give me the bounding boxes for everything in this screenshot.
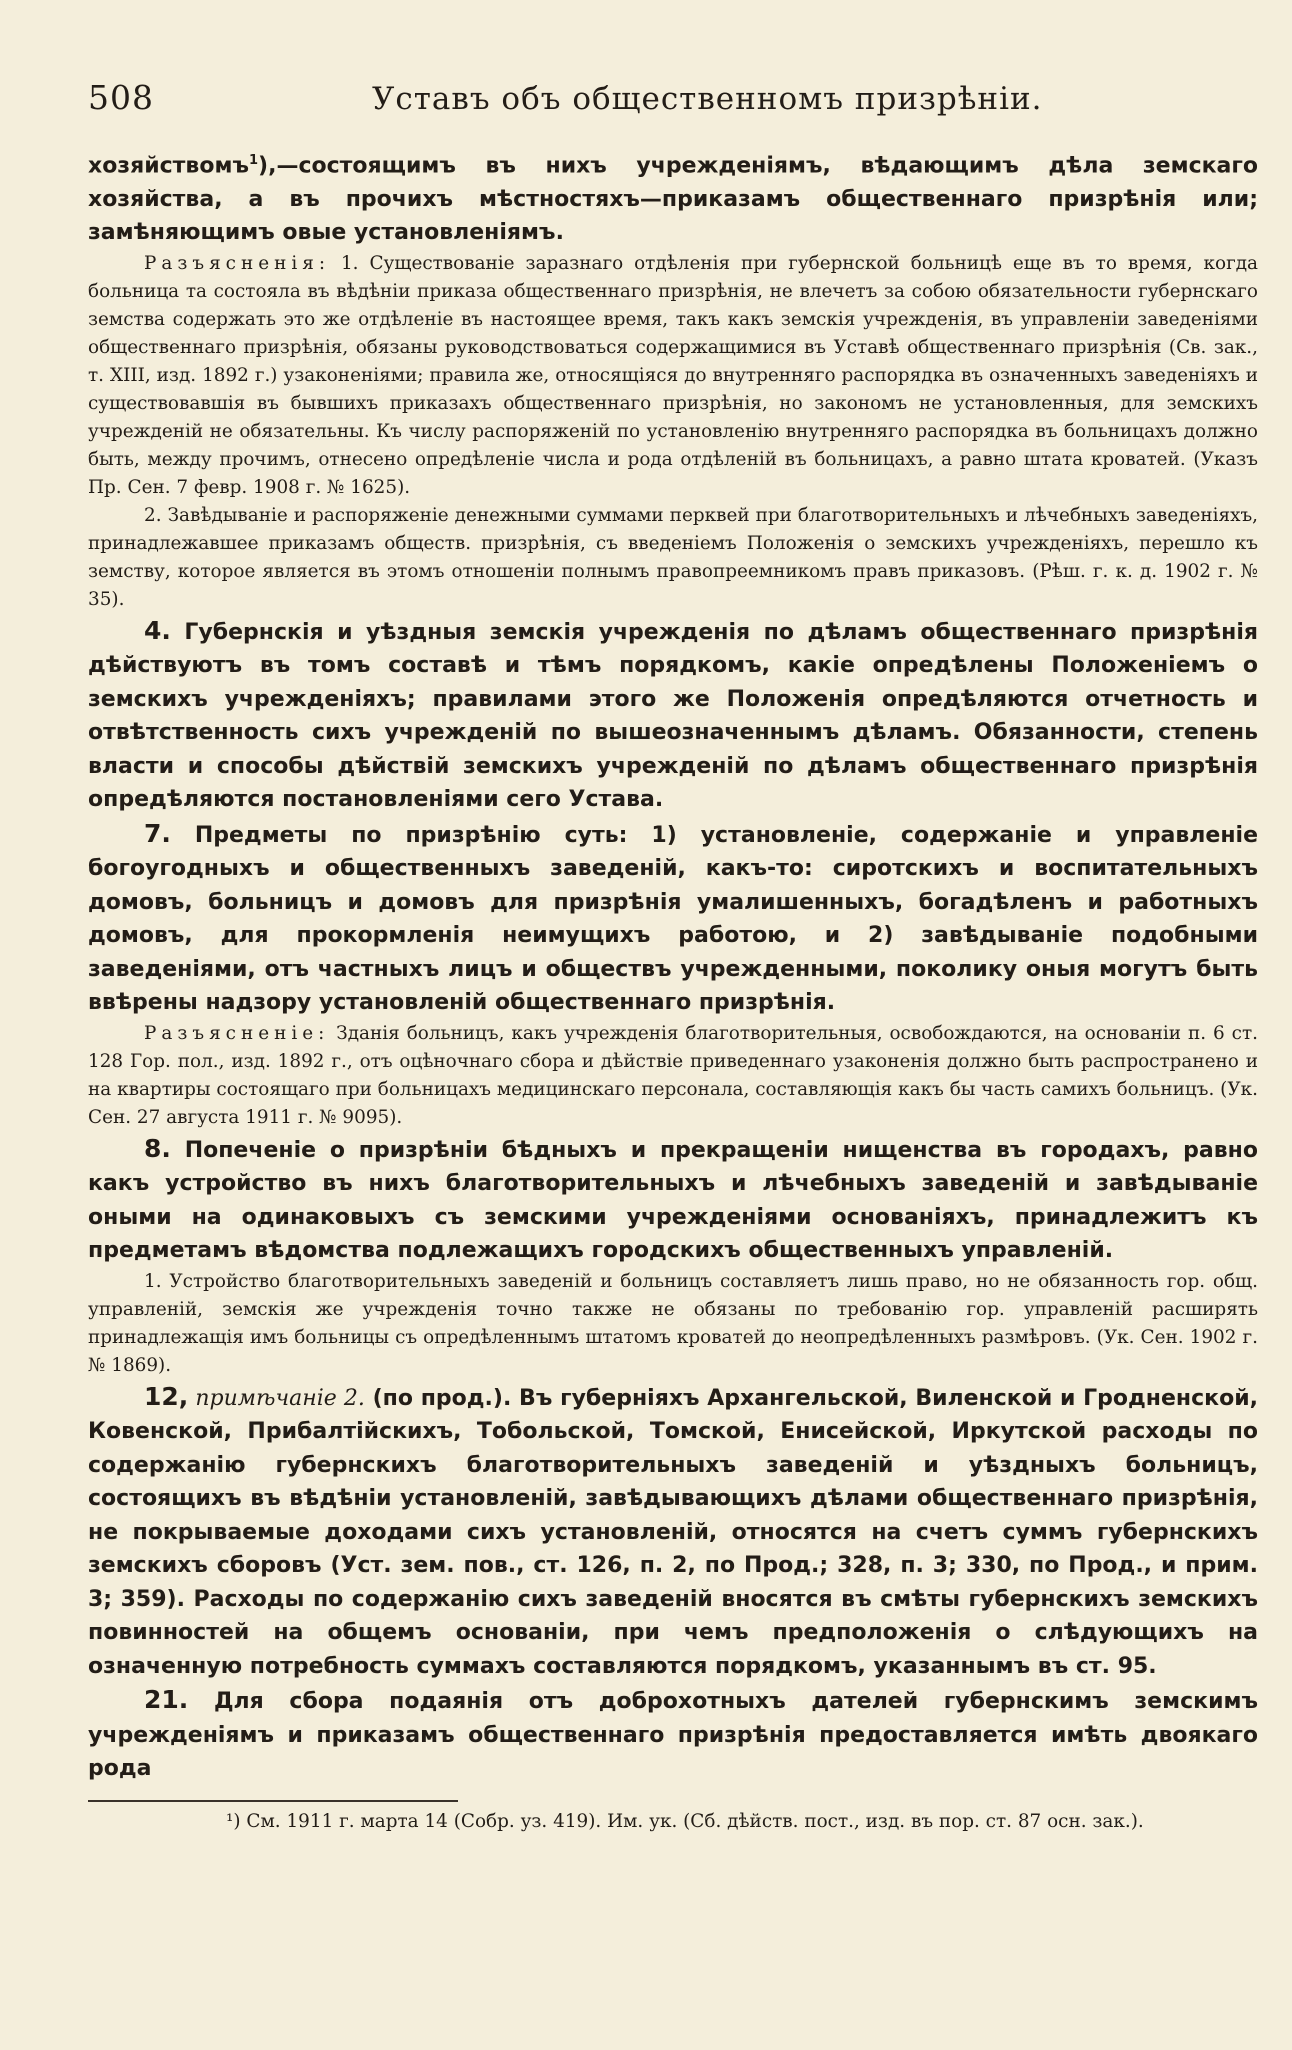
article-text: Для сбора подаянія отъ доброхотныхъ дателей губернскимъ земскимъ учрежденіямъ и приказамъ общественнаго призрѣнія предоставляется имѣть двоякаго рода xyxy=(88,1689,1258,1782)
continuation-text-b: ),—состоящимъ въ нихъ учрежденіямъ, вѣдающимъ дѣла земскаго хозяйства, а въ прочихъ мѣстностяхъ—приказамъ общественнаго призрѣнія или; замѣняющимъ овые установленіямъ. xyxy=(88,153,1258,246)
article-number: 4. xyxy=(144,615,171,645)
clarification-1 xyxy=(88,250,1258,502)
paragraph-continuation xyxy=(88,144,1258,250)
clarification-2: 2. Завѣдываніе и распоряженіе денежными суммами перквей при благотворительныхъ и лѣчебныхъ заведеніяхъ, принадлежавшее приказамъ обществ. призрѣнія, съ введеніемъ Положенія о земскихъ учрежденіяхъ, перешло къ земству, которое является въ этомъ отношеніи полнымъ правопреемникомъ правъ приказовъ. (Рѣш. г. к. д. 1902 г. № 35). xyxy=(88,504,1258,610)
running-title: Уставъ объ общественномъ призрѣніи. xyxy=(372,81,1043,117)
clarification-4: 1. Устройство благотворительныхъ заведеній и больницъ составляетъ лишь право, но не обязанность гор. общ. управленій, земскія же учрежденія точно также не обязаны по требованію гор. управленій расширять принадлежащія имъ больницы съ опредѣленнымъ штатомъ кроватей до неопредѣленныхъ размѣровъ. (Ук. Сен. 1902 г. № 1869). xyxy=(88,1270,1258,1376)
clarification-label: Разъясненія: xyxy=(144,252,331,274)
footnote-ref: 1 xyxy=(248,153,259,168)
article-number: 7. xyxy=(144,818,171,848)
article-8 xyxy=(88,1132,1258,1268)
clarification-label: Разъясненіе: xyxy=(144,1022,330,1044)
continuation-text-a: хозяйствомъ xyxy=(88,153,249,179)
footnote-rule xyxy=(88,1800,458,1802)
footnote-text: См. 1911 г. марта 14 (Собр. уз. 419). Им. ук. (Сб. дѣйств. пост., изд. въ пор. ст. 87 осн. зак.). xyxy=(240,1810,1144,1832)
article-number: 21. xyxy=(144,1685,189,1715)
article-note-label: примѣчаніе 2. xyxy=(188,1385,365,1411)
article-text: Предметы по призрѣнію суть: 1) установленіе, содержаніе и управленіе богоугодныхъ и общественныхъ заведеній, какъ-то: сиротскихъ и воспитательныхъ домовъ, больницъ и домовъ для призрѣнія умалишенныхъ, богадѣленъ и работныхъ домовъ, для прокормленія неимущихъ работою, и 2) завѣдываніе подобными заведеніями, отъ частныхъ лицъ и обществъ учрежденными, поколику оныя могутъ быть ввѣрены надзору установленій общественнаго призрѣнія. xyxy=(88,822,1258,1016)
article-text: (по прод.). Въ губерніяхъ Архангельской, Виленской и Гродненской, Ковенской, Прибалтійскихъ, Тобольской, Томской, Енисейской, Иркутской расходы по содержанію губернскихъ благотворительныхъ заведеній и уѣздныхъ больницъ, состоящихъ въ вѣдѣніи установленій, завѣдывающихъ дѣлами общественнаго призрѣнія, не покрываемые доходами сихъ установленій, относятся на счетъ суммъ губернскихъ земскихъ сборовъ (Уст. зем. пов., ст. 126, п. 2, по Прод.; 328, п. 3; 330, по Прод., и прим. 3; 359). Расходы по содержанію сихъ заведеній вносятся въ смѣты губернскихъ земскихъ повинностей на общемъ основаніи, при чемъ предположенія о слѣдующихъ на означенную потребность суммахъ составляются порядкомъ, указаннымъ въ ст. 95. xyxy=(88,1385,1258,1679)
article-number: 8. xyxy=(144,1133,171,1163)
article-4 xyxy=(88,614,1258,817)
footnote xyxy=(88,1808,1258,1836)
article-21 xyxy=(88,1683,1258,1786)
footnote-mark: ¹) xyxy=(226,1810,241,1832)
article-text: Попеченіе о призрѣніи бѣдныхъ и прекращеніи нищенства въ городахъ, равно какъ устройство въ нихъ благотворительныхъ и лѣчебныхъ заведеній и завѣдываніе оными на одинаковыхъ съ земскими учрежденіями основаніяхъ, принадлежитъ къ предметамъ вѣдомства подлежащихъ городскихъ общественныхъ управленій. xyxy=(88,1137,1258,1264)
article-7 xyxy=(88,817,1258,1020)
article-12 xyxy=(88,1380,1258,1684)
clarification-text: Зданія больницъ, какъ учрежденія благотворительныя, освобождаются, на основаніи п. 6 ст. 128 Гор. пол., изд. 1892 г., отъ оцѣночнаго сбора и дѣйствіе приведеннаго узаконенія должно быть распространено и на квартиры состоящаго при больницахъ медицинскаго персонала, составляющія какъ бы часть самихъ больницъ. (Ук. Сен. 27 августа 1911 г. № 9095). xyxy=(88,1022,1258,1128)
article-number: 12, xyxy=(144,1381,189,1411)
clarification-text: 1. Существованіе заразнаго отдѣленія при губернской больницѣ еще въ то время, когда больница та состояла въ вѣдѣніи приказа общественнаго призрѣнія, не влечетъ за собою обязательности губернскаго земства содержать это же отдѣленіе въ настоящее время, такъ какъ земскія учрежденія, въ управленіи заведеніями общественнаго призрѣнія, обязаны руководствоваться содержащимися въ Уставѣ общественнаго призрѣнія (Св. зак., т. XIII, изд. 1892 г.) узаконеніями; правила же, относящіяся до внутренняго распорядка въ означенныхъ заведеніяхъ и существовавшія въ бывшихъ приказахъ общественнаго призрѣнія, но закономъ не установленныя, для земскихъ учрежденій не обязательны. Къ числу распоряженій по установленію внутренняго распорядка въ больницахъ должно быть, между прочимъ, отнесено опредѣленіе числа и рода отдѣленій въ больницахъ, а равно штата кроватей. (Указъ Пр. Сен. 7 февр. 1908 г. № 1625). xyxy=(88,252,1258,498)
page-number: 508 xyxy=(88,78,154,117)
clarification-3 xyxy=(88,1020,1258,1132)
article-text: Губернскія и уѣздныя земскія учрежденія по дѣламъ общественнаго призрѣнія дѣйствуютъ въ томъ составѣ и тѣмъ порядкомъ, какіе опредѣлены Положеніемъ о земскихъ учрежденіяхъ; правилами этого же Положенія опредѣляются отчетность и отвѣтственность сихъ учрежденій по вышеозначеннымъ дѣламъ. Обязанности, степень власти и способы дѣйствій земскихъ учрежденій по дѣламъ общественнаго призрѣнія опредѣляются постановленіями сего Устава. xyxy=(88,619,1258,813)
running-head xyxy=(88,78,1258,130)
